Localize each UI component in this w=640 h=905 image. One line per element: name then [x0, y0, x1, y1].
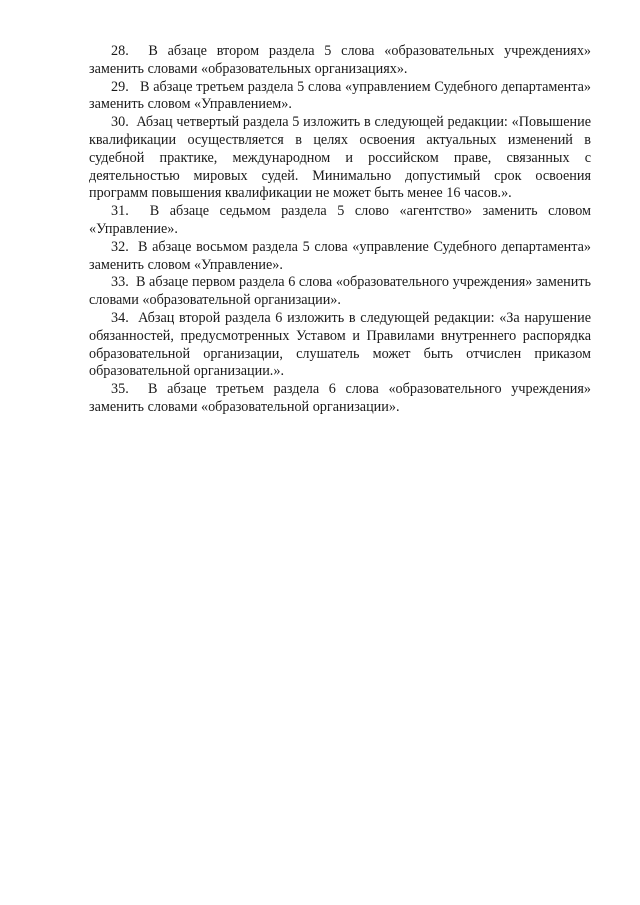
- paragraph-text: В абзаце третьем раздела 6 слова «образовательного учреждения» заменить словами «образовательной организации».: [89, 381, 592, 415]
- paragraph-35: [89, 381, 591, 417]
- paragraph-number: 30.: [111, 114, 129, 131]
- paragraph-number: 31.: [111, 203, 129, 220]
- paragraph-29: [89, 79, 591, 115]
- paragraph-number: 29.: [111, 78, 129, 95]
- paragraph-34: [89, 310, 591, 381]
- paragraph-number: 34.: [111, 309, 129, 326]
- paragraph-number: 28.: [111, 43, 129, 59]
- paragraph-number: 35.: [111, 381, 129, 398]
- paragraph-33: [89, 274, 591, 310]
- paragraph-number: 32.: [111, 238, 129, 255]
- paragraph-text: Абзац второй раздела 6 изложить в следующей редакции: «За нарушение обязанностей, предусмотренных Уставом и Правилами внутреннего распорядка образовательной организации, слушатель может быть отчислен приказом образовательной организации.».: [89, 309, 591, 380]
- paragraph-text: В абзаце втором раздела 5 слова «образовательных учреждениях» заменить словами «образовательных организациях».: [89, 43, 592, 77]
- paragraph-text: В абзаце седьмом раздела 5 слово «агентство» заменить словом «Управление».: [89, 203, 591, 237]
- paragraph-text: В абзаце восьмом раздела 5 слова «управление Судебного департамента» заменить словом «Управление».: [89, 238, 591, 273]
- paragraph-31: [89, 203, 591, 239]
- paragraph-text: Абзац четвертый раздела 5 изложить в следующей редакции: «Повышение квалификации осуществляется в целях освоения актуальных изменений в судебной практике, международном и российском праве, связанных с деятельностью мировых судей. Минимально допустимый срок освоения программ повышения квалификации не может быть менее 16 часов.».: [89, 114, 592, 202]
- paragraph-32: [89, 239, 591, 275]
- paragraph-number: 33.: [111, 274, 129, 291]
- paragraph-30: [89, 114, 591, 203]
- document-body: [89, 43, 591, 417]
- paragraph-28: [89, 43, 591, 79]
- paragraph-text: В абзаце третьем раздела 5 слова «управлением Судебного департамента» заменить словом «Управлением».: [89, 78, 592, 113]
- paragraph-text: В абзаце первом раздела 6 слова «образовательного учреждения» заменить словами «образовательной организации».: [89, 274, 591, 309]
